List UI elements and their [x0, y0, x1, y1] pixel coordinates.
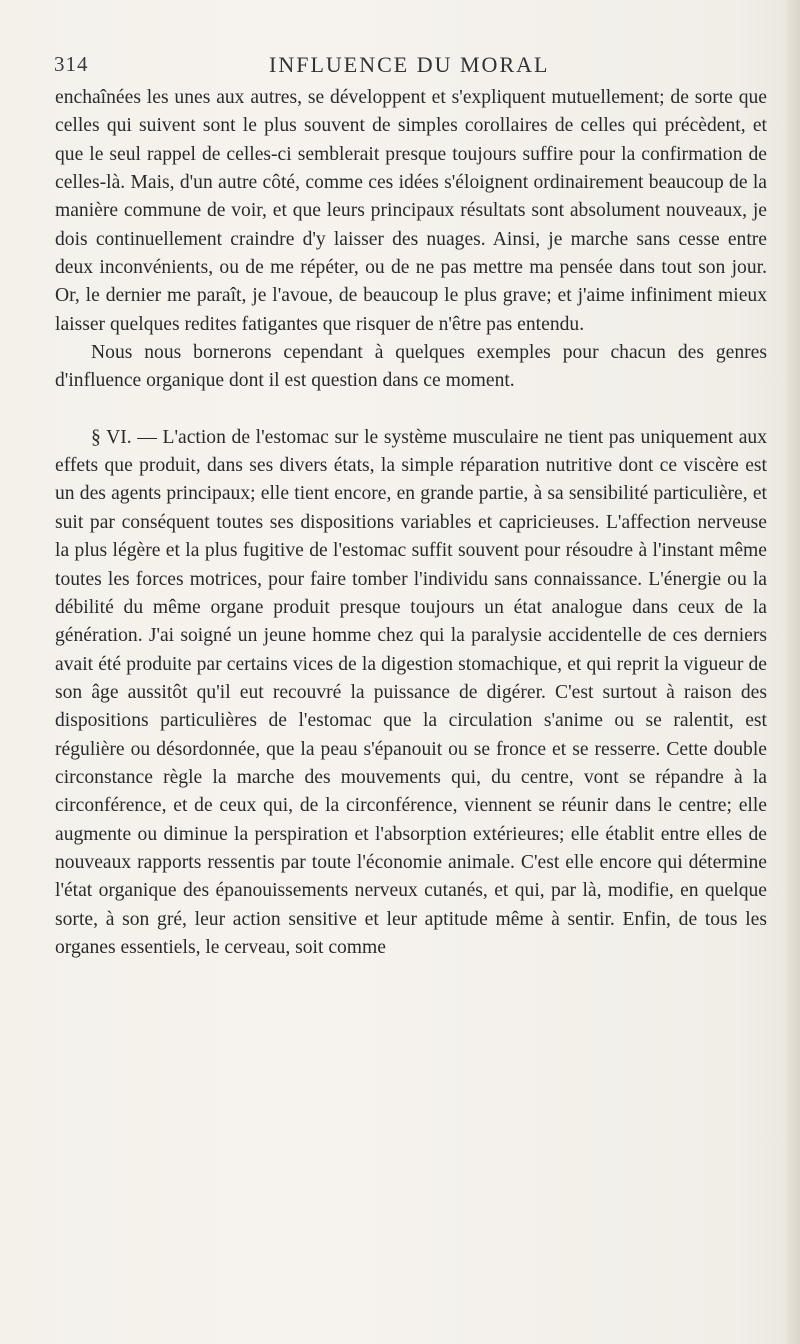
page-number: 314 [54, 52, 89, 76]
body-text [55, 84, 767, 962]
paragraph: enchaînées les unes aux autres, se développent et s'expliquent mutuellement; de sorte que celles qui suivent sont le plus souvent de simples corollaires de celles qui précèdent, et que le seul rappel de celles-ci semblerait presque toujours suffire pour la confirmation de celles-là. Mais, d'un autre côté, comme ces idées s'éloignent ordinairement beaucoup de la manière commune de voir, et que leurs principaux résultats sont absolument nouveaux, je dois continuellement craindre d'y laisser des nuages. Ainsi, je marche sans cesse entre deux inconvénients, ou de me répéter, ou de ne pas mettre ma pensée dans tout son jour. Or, le dernier me paraît, je l'avoue, de beaucoup le plus grave; et j'aime infiniment mieux laisser quelques redites fatigantes que risquer de n'être pas entendu. [55, 87, 767, 335]
section-paragraph: § VI. — L'action de l'estomac sur le système musculaire ne tient pas uniquement aux effets que produit, dans ses divers états, la simple réparation nutritive dont ce viscère est un des agents principaux; elle tient encore, en grande partie, à sa sensibilité particulière, et suit par conséquent toutes ses dispositions variables et capricieuses. L'affection nerveuse la plus légère et la plus fugitive de l'estomac suffit souvent pour résoudre à l'instant même toutes les forces motrices, pour faire tomber l'individu sans connaissance. L'énergie ou la débilité du même organe produit presque toujours un état analogue dans ceux de la génération. J'ai soigné un jeune homme chez qui la paralysie accidentelle de ces derniers avait été produite par certains vices de la digestion stomachique, et qui reprit la vigueur de son âge aussitôt qu'il eut recouvré la puissance de digérer. C'est surtout à raison des dispositions particulières de l'estomac que la circulation s'anime ou se ralentit, est régulière ou désordonnée, que la peau s'épanouit ou se fronce et se resserre. Cette double circonstance règle la marche des mouvements qui, du centre, vont se répandre à la circonférence, et de ceux qui, de la circonférence, viennent se réunir dans le centre; elle augmente ou diminue la perspiration et l'absorption extérieures; elle établit entre elles de nouveaux rapports ressentis par toute l'économie animale. C'est elle encore qui détermine l'état organique des épanouissements nerveux cutanés, et qui, par là, modifie, en quelque sorte, à son gré, leur action sensitive et leur aptitude même à sentir. Enfin, de tous les organes essentiels, le cerveau, soit comme [55, 426, 767, 958]
page-header [54, 52, 774, 82]
paragraph: Nous nous bornerons cependant à quelques exemples pour chacun des genres d'influence organique dont il est question dans ce moment. [55, 342, 767, 392]
running-head-title: INFLUENCE DU MORAL [269, 52, 550, 77]
page-edge-shadow [786, 0, 800, 1344]
